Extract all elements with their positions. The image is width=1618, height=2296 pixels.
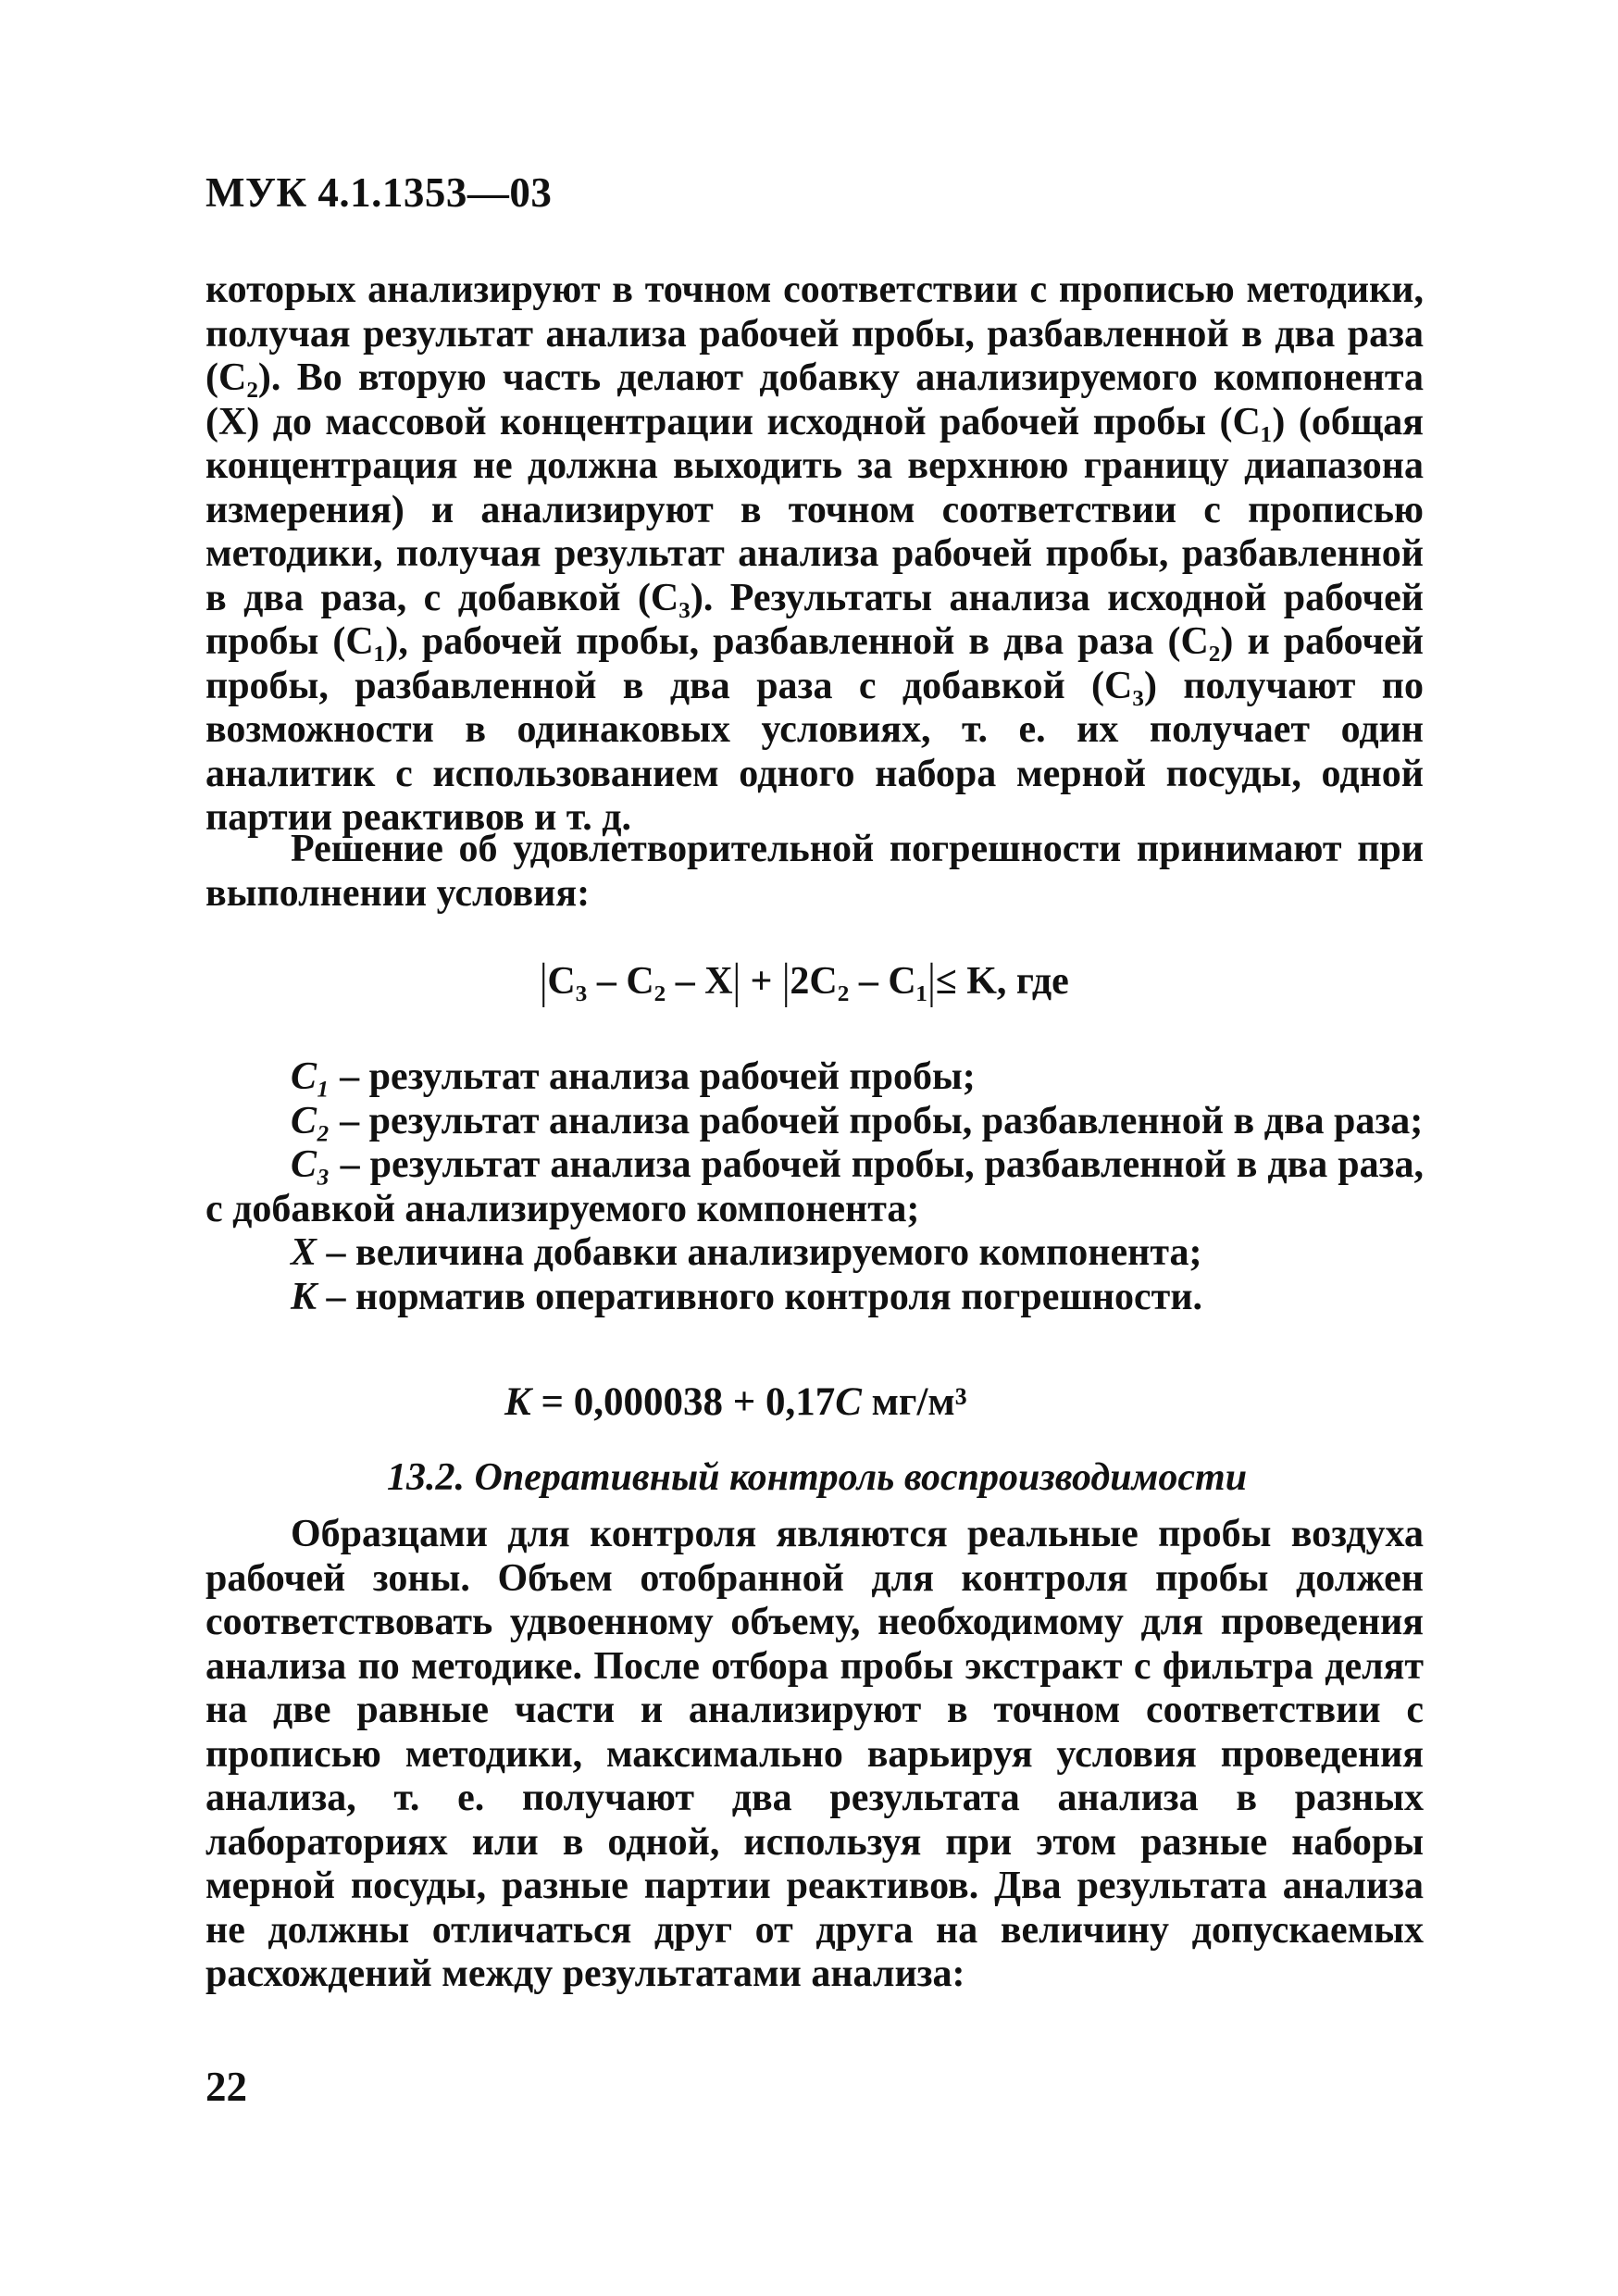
definition-symbol: X [291,1231,317,1274]
definition-item [205,1276,1424,1320]
formula-tail: ≤ K, где [935,960,1069,1003]
definition-symbol: C₃ [291,1143,330,1186]
definition-item [205,1100,1424,1144]
paragraph-reproducibility: Образцами для контроля являются реальные пробы воздуха рабочей зоны. Объем отобранной для контроля пробы должен соответствовать удвоенному объему, необходимому для проведения анализа по методике. После отбора пробы экстракт с фильтра делят на две равные части и анализируют в точном соответствии с прописью методики, максимально варьируя условия проведения анализа, т. е. получают два результата анализа в разных лабораториях или в одной, используя при этом разные наборы мерной посуды, разные партии реактивов. Два результата анализа не должны отличаться друг от друга на величину допускаемых расхождений между результатами анализа: [205,1513,1424,1995]
section-title: 13.2. Оперативный контроль воспроизводимости [387,1456,1248,1499]
definition-item [205,1231,1424,1276]
paragraph-condition: Решение об удовлетворительной погрешности принимают при выполнении условия: [205,828,1424,915]
formula-term-2: 2C₂ – C₁ [790,960,928,1003]
paragraph-procedure: которых анализируют в точном соответствии с прописью методики, получая результат анализа рабочей пробы, разбавленной в два раза (C₂). Во вторую часть делают добавку анализируемого компонента (X) до массовой концентрации исходной рабочей пробы (C₁) (общая концентрация не должна выходить за верхнюю границу диапазона измерения) и анализируют в точном соответствии с прописью методики, получая результат анализа рабочей пробы, разбавленной в два раза, с добавкой (C₃). Результаты анализа исходной рабочей пробы (C₁), рабочей пробы, разбавленной в два раза (C₂) и рабочей пробы, разбавленной в два раза с добавкой (C₃) получают по возможности в одинаковых условиях, т. е. их получает один аналитик с использованием одного набора мерной посуды, одной партии реактивов и т. д. [205,268,1424,839]
abs-bar-icon: | [781,955,790,1008]
norm-symbol: K [504,1380,531,1424]
document-code-header: МУК 4.1.1353—03 [205,169,553,216]
definition-text: – результат анализа рабочей пробы; [330,1055,976,1098]
definition-symbol: C₁ [291,1055,330,1098]
error-condition-formula [540,955,1069,1008]
norm-expression: = 0,000038 + 0,17 [530,1380,836,1424]
definitions-list [205,1055,1424,1319]
definition-text: – величина добавки анализируемого компонента; [317,1231,1202,1274]
norm-variable: C [835,1380,862,1424]
norm-unit: мг/м³ [861,1380,967,1424]
formula-term-1: C₃ – C₂ – X [547,960,733,1003]
definition-item [205,1143,1424,1231]
abs-bar-icon: | [732,955,741,1008]
norm-formula [504,1379,967,1425]
abs-bar-icon: | [927,955,936,1008]
definition-item [205,1055,1424,1100]
definition-text: – норматив оперативного контроля погрешности. [317,1275,1203,1318]
definition-symbol: K [291,1275,317,1318]
definition-text: – результат анализа рабочей пробы, разбавленной в два раза; [330,1099,1424,1142]
formula-plus: + [750,960,773,1003]
page-number: 22 [205,2064,247,2110]
definition-text: – результат анализа рабочей пробы, разбавленной в два раза, с добавкой анализируемого компонента; [205,1143,1424,1230]
abs-bar-icon: | [540,955,548,1008]
definition-symbol: C₂ [291,1099,330,1142]
